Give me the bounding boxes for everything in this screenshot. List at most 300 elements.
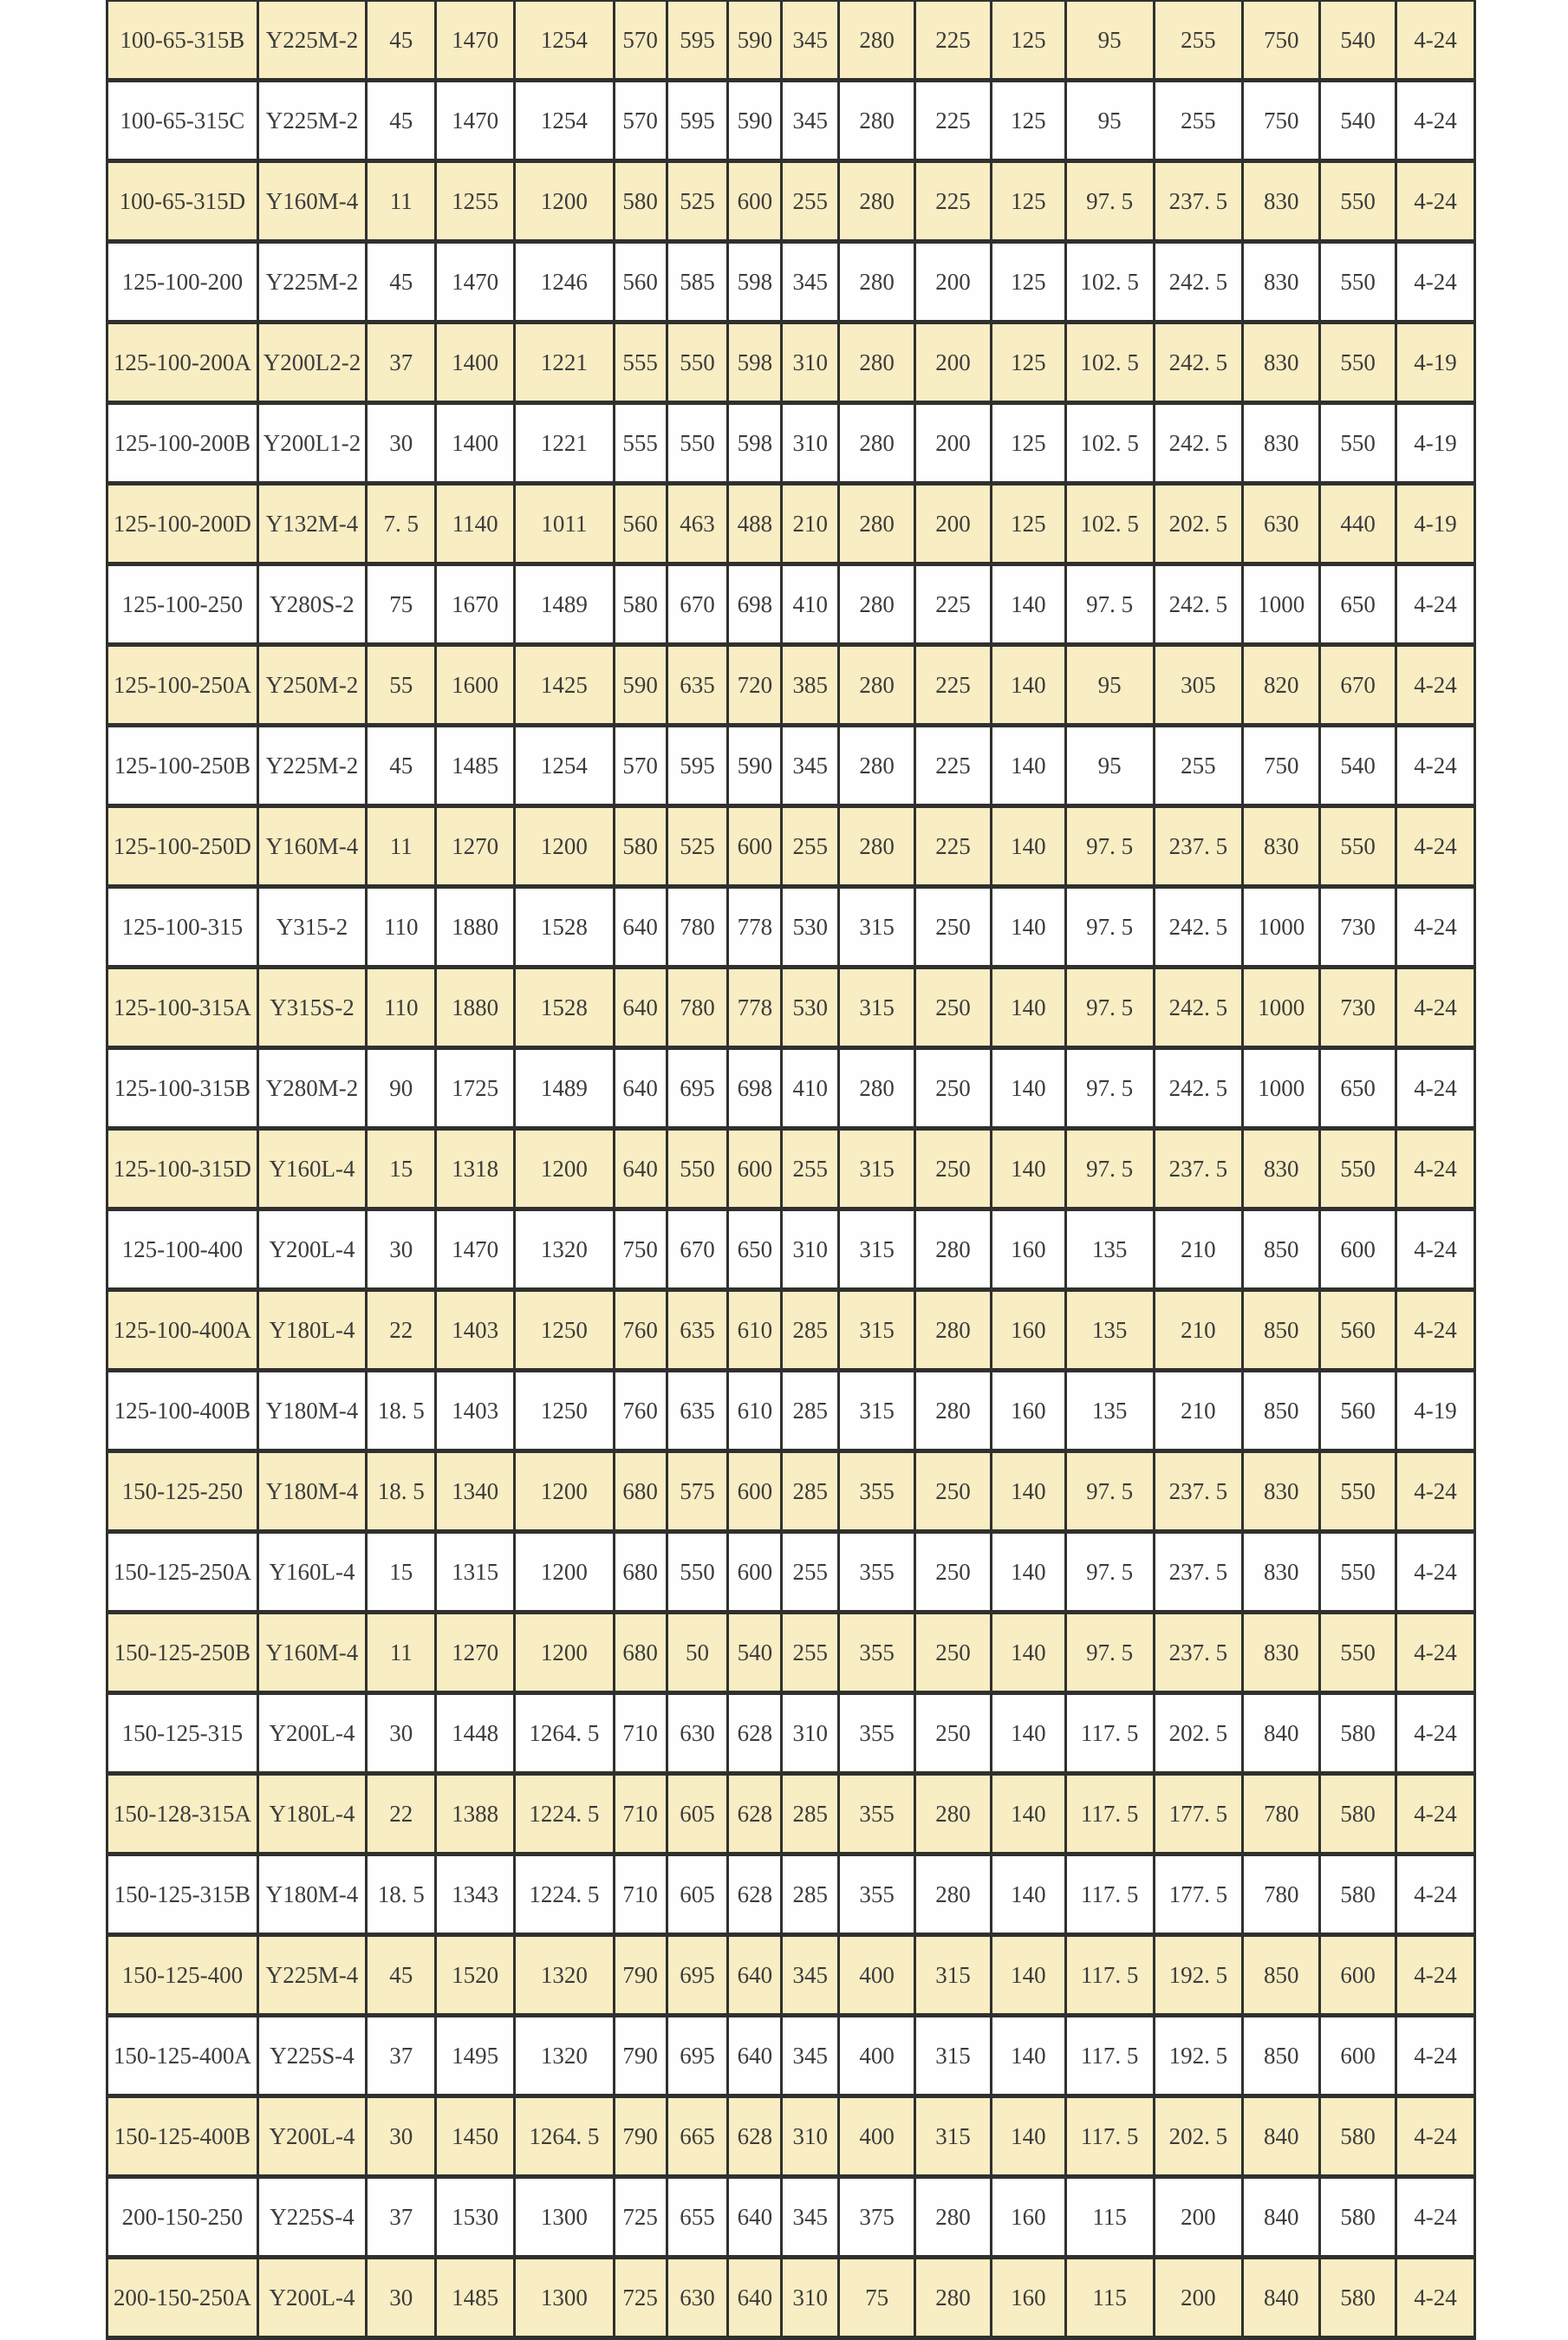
cell: 250 <box>915 1532 992 1613</box>
cell: 1270 <box>436 806 515 887</box>
cell: 550 <box>667 1129 728 1209</box>
cell: 4-24 <box>1396 0 1475 81</box>
cell: 280 <box>915 1854 992 1935</box>
cell: 1340 <box>436 1451 515 1532</box>
cell: 1388 <box>436 1774 515 1854</box>
table-row <box>107 1451 1475 1532</box>
cell: 45 <box>367 81 436 161</box>
cell: 1200 <box>515 1613 615 1693</box>
cell: 202. 5 <box>1154 1693 1243 1774</box>
cell: 1315 <box>436 1532 515 1613</box>
cell: 280 <box>915 1371 992 1451</box>
cell: Y280M-2 <box>257 1048 367 1129</box>
cell: 550 <box>1320 403 1396 484</box>
cell: 4-24 <box>1396 1532 1475 1613</box>
cell: 1000 <box>1243 968 1320 1048</box>
cell: 555 <box>614 403 667 484</box>
cell: 4-24 <box>1396 1451 1475 1532</box>
cell: 710 <box>614 1693 667 1774</box>
cell: 200 <box>1154 2258 1243 2338</box>
cell: 200-150-250A <box>107 2258 258 2338</box>
cell: 4-24 <box>1396 161 1475 242</box>
cell: 110 <box>367 968 436 1048</box>
cell: 150-125-400 <box>107 1935 258 2016</box>
cell: 117. 5 <box>1065 1854 1154 1935</box>
cell: 830 <box>1243 161 1320 242</box>
cell: Y180M-4 <box>257 1371 367 1451</box>
cell: 345 <box>782 242 839 323</box>
cell: 125 <box>991 484 1065 564</box>
table-row <box>107 161 1475 242</box>
cell: 250 <box>915 887 992 968</box>
cell: 410 <box>782 1048 839 1129</box>
cell: 177. 5 <box>1154 1854 1243 1935</box>
table-row <box>107 2016 1475 2096</box>
cell: 255 <box>1154 81 1243 161</box>
cell: 590 <box>728 726 782 806</box>
cell: 550 <box>1320 1613 1396 1693</box>
cell: 250 <box>915 968 992 1048</box>
cell: 730 <box>1320 887 1396 968</box>
cell: 200 <box>1154 2177 1243 2258</box>
cell: 140 <box>991 1854 1065 1935</box>
cell: 1250 <box>515 1371 615 1451</box>
cell: 97. 5 <box>1065 968 1154 1048</box>
cell: 830 <box>1243 1532 1320 1613</box>
table-row <box>107 0 1475 81</box>
cell: 140 <box>991 645 1065 726</box>
cell: 237. 5 <box>1154 1532 1243 1613</box>
cell: 255 <box>782 161 839 242</box>
cell: 1470 <box>436 1209 515 1290</box>
cell: 200 <box>915 403 992 484</box>
cell: 45 <box>367 726 436 806</box>
cell: 315 <box>915 1935 992 2016</box>
cell: 463 <box>667 484 728 564</box>
cell: 840 <box>1243 2258 1320 2338</box>
cell: 4-24 <box>1396 564 1475 645</box>
cell: 100-65-315D <box>107 161 258 242</box>
cell: 125-100-250A <box>107 645 258 726</box>
cell: 280 <box>839 242 915 323</box>
cell: 140 <box>991 726 1065 806</box>
cell: 95 <box>1065 81 1154 161</box>
cell: 778 <box>728 968 782 1048</box>
cell: 242. 5 <box>1154 403 1243 484</box>
cell: 140 <box>991 806 1065 887</box>
cell: 580 <box>1320 1854 1396 1935</box>
cell: 45 <box>367 242 436 323</box>
cell: 280 <box>839 1048 915 1129</box>
cell: 280 <box>839 81 915 161</box>
cell: 97. 5 <box>1065 1048 1154 1129</box>
cell: Y225M-2 <box>257 0 367 81</box>
cell: 598 <box>728 403 782 484</box>
cell: 635 <box>667 1371 728 1451</box>
cell: 30 <box>367 2258 436 2338</box>
cell: 1320 <box>515 1935 615 2016</box>
cell: 102. 5 <box>1065 323 1154 403</box>
cell: 1224. 5 <box>515 1774 615 1854</box>
cell: 1318 <box>436 1129 515 1209</box>
cell: 280 <box>839 645 915 726</box>
cell: 580 <box>1320 1774 1396 1854</box>
cell: 610 <box>728 1371 782 1451</box>
cell: 125 <box>991 81 1065 161</box>
cell: 18. 5 <box>367 1451 436 1532</box>
cell: 125-100-315A <box>107 968 258 1048</box>
cell: 750 <box>1243 726 1320 806</box>
cell: 630 <box>667 1693 728 1774</box>
cell: 525 <box>667 806 728 887</box>
cell: 117. 5 <box>1065 2016 1154 2096</box>
cell: 22 <box>367 1774 436 1854</box>
cell: 355 <box>839 1854 915 1935</box>
cell: 315 <box>915 2016 992 2096</box>
cell: 725 <box>614 2177 667 2258</box>
cell: 850 <box>1243 1290 1320 1371</box>
cell: 345 <box>782 81 839 161</box>
cell: 595 <box>667 0 728 81</box>
cell: 4-24 <box>1396 1935 1475 2016</box>
cell: 100-65-315C <box>107 81 258 161</box>
cell: 780 <box>667 887 728 968</box>
cell: 225 <box>915 645 992 726</box>
cell: 598 <box>728 242 782 323</box>
cell: 1670 <box>436 564 515 645</box>
cell: Y160M-4 <box>257 806 367 887</box>
cell: Y160L-4 <box>257 1532 367 1613</box>
cell: 1221 <box>515 403 615 484</box>
cell: 840 <box>1243 2096 1320 2177</box>
cell: 710 <box>614 1774 667 1854</box>
cell: 1000 <box>1243 887 1320 968</box>
cell: 790 <box>614 2096 667 2177</box>
cell: 255 <box>782 806 839 887</box>
cell: 135 <box>1065 1290 1154 1371</box>
cell: 590 <box>728 0 782 81</box>
cell: 97. 5 <box>1065 161 1154 242</box>
cell: 97. 5 <box>1065 1532 1154 1613</box>
cell: 150-125-250A <box>107 1532 258 1613</box>
cell: 525 <box>667 161 728 242</box>
cell: 177. 5 <box>1154 1774 1243 1854</box>
cell: 385 <box>782 645 839 726</box>
cell: 830 <box>1243 242 1320 323</box>
cell: 595 <box>667 81 728 161</box>
cell: 117. 5 <box>1065 1774 1154 1854</box>
cell: 280 <box>839 161 915 242</box>
cell: 242. 5 <box>1154 323 1243 403</box>
cell: 570 <box>614 0 667 81</box>
cell: 280 <box>915 1209 992 1290</box>
cell: 488 <box>728 484 782 564</box>
cell: 1254 <box>515 0 615 81</box>
cell: Y225M-2 <box>257 726 367 806</box>
table-row <box>107 484 1475 564</box>
cell: 1255 <box>436 161 515 242</box>
cell: 605 <box>667 1854 728 1935</box>
cell: 560 <box>1320 1371 1396 1451</box>
cell: 97. 5 <box>1065 564 1154 645</box>
cell: 590 <box>614 645 667 726</box>
cell: 117. 5 <box>1065 1935 1154 2016</box>
cell: 670 <box>667 564 728 645</box>
cell: 102. 5 <box>1065 403 1154 484</box>
cell: 780 <box>1243 1854 1320 1935</box>
cell: Y315S-2 <box>257 968 367 1048</box>
cell: 125-100-200 <box>107 242 258 323</box>
table-row <box>107 726 1475 806</box>
cell: 135 <box>1065 1209 1154 1290</box>
cell: 242. 5 <box>1154 564 1243 645</box>
cell: 242. 5 <box>1154 242 1243 323</box>
cell: 37 <box>367 2016 436 2096</box>
table-row <box>107 323 1475 403</box>
cell: 117. 5 <box>1065 1693 1154 1774</box>
cell: 1530 <box>436 2177 515 2258</box>
cell: 640 <box>728 1935 782 2016</box>
table-body <box>107 0 1475 2338</box>
cell: 4-19 <box>1396 403 1475 484</box>
cell: 125 <box>991 323 1065 403</box>
cell: 4-24 <box>1396 2177 1475 2258</box>
cell: 97. 5 <box>1065 1613 1154 1693</box>
cell: 630 <box>1243 484 1320 564</box>
cell: 600 <box>728 1129 782 1209</box>
cell: 1528 <box>515 887 615 968</box>
cell: 125-100-400B <box>107 1371 258 1451</box>
cell: 4-19 <box>1396 323 1475 403</box>
cell: 255 <box>1154 726 1243 806</box>
cell: 4-24 <box>1396 1774 1475 1854</box>
cell: 310 <box>782 403 839 484</box>
cell: 400 <box>839 1935 915 2016</box>
cell: 4-24 <box>1396 1613 1475 1693</box>
cell: 1489 <box>515 1048 615 1129</box>
cell: 45 <box>367 1935 436 2016</box>
cell: 4-24 <box>1396 645 1475 726</box>
cell: 600 <box>1320 1209 1396 1290</box>
cell: 192. 5 <box>1154 2016 1243 2096</box>
table-row <box>107 242 1475 323</box>
cell: 840 <box>1243 2177 1320 2258</box>
cell: 102. 5 <box>1065 484 1154 564</box>
table-row <box>107 1371 1475 1451</box>
cell: 780 <box>667 968 728 1048</box>
cell: 315 <box>839 1371 915 1451</box>
cell: 345 <box>782 2177 839 2258</box>
table-row <box>107 806 1475 887</box>
cell: 1224. 5 <box>515 1854 615 1935</box>
cell: 117. 5 <box>1065 2096 1154 2177</box>
cell: 95 <box>1065 726 1154 806</box>
cell: 698 <box>728 564 782 645</box>
cell: Y200L-4 <box>257 2096 367 2177</box>
cell: 830 <box>1243 1129 1320 1209</box>
table-row <box>107 1613 1475 1693</box>
table-row <box>107 1048 1475 1129</box>
cell: 580 <box>1320 2258 1396 2338</box>
cell: 30 <box>367 1209 436 1290</box>
cell: 540 <box>1320 81 1396 161</box>
cell: 650 <box>728 1209 782 1290</box>
cell: 550 <box>1320 806 1396 887</box>
cell: 225 <box>915 81 992 161</box>
cell: Y160M-4 <box>257 161 367 242</box>
cell: 355 <box>839 1774 915 1854</box>
cell: 315 <box>839 1290 915 1371</box>
cell: 1200 <box>515 1532 615 1613</box>
cell: 1485 <box>436 726 515 806</box>
table-row <box>107 1774 1475 1854</box>
cell: 160 <box>991 2258 1065 2338</box>
cell: 400 <box>839 2096 915 2177</box>
cell: 200 <box>915 242 992 323</box>
cell: 310 <box>782 2258 839 2338</box>
cell: 280 <box>839 484 915 564</box>
cell: 760 <box>614 1290 667 1371</box>
cell: 250 <box>915 1613 992 1693</box>
cell: 850 <box>1243 1209 1320 1290</box>
cell: 1221 <box>515 323 615 403</box>
cell: 345 <box>782 1935 839 2016</box>
cell: 140 <box>991 2016 1065 2096</box>
cell: 1246 <box>515 242 615 323</box>
cell: 160 <box>991 2177 1065 2258</box>
cell: 30 <box>367 403 436 484</box>
cell: 1528 <box>515 968 615 1048</box>
cell: 4-24 <box>1396 81 1475 161</box>
cell: 830 <box>1243 1451 1320 1532</box>
cell: 310 <box>782 1209 839 1290</box>
cell: 95 <box>1065 0 1154 81</box>
cell: 4-24 <box>1396 726 1475 806</box>
cell: 242. 5 <box>1154 887 1243 968</box>
cell: 570 <box>614 726 667 806</box>
cell: 1300 <box>515 2177 615 2258</box>
cell: 540 <box>1320 0 1396 81</box>
cell: 550 <box>1320 1451 1396 1532</box>
cell: 1200 <box>515 806 615 887</box>
cell: Y250M-2 <box>257 645 367 726</box>
cell: 110 <box>367 887 436 968</box>
cell: 237. 5 <box>1154 1613 1243 1693</box>
cell: 695 <box>667 1935 728 2016</box>
cell: 680 <box>614 1451 667 1532</box>
cell: 150-125-400B <box>107 2096 258 2177</box>
cell: 1485 <box>436 2258 515 2338</box>
cell: 640 <box>728 2177 782 2258</box>
cell: 1000 <box>1243 564 1320 645</box>
cell: 1400 <box>436 403 515 484</box>
cell: 760 <box>614 1371 667 1451</box>
cell: 210 <box>1154 1290 1243 1371</box>
cell: 850 <box>1243 1935 1320 2016</box>
cell: 242. 5 <box>1154 1048 1243 1129</box>
cell: 1470 <box>436 81 515 161</box>
cell: 18. 5 <box>367 1371 436 1451</box>
cell: 850 <box>1243 2016 1320 2096</box>
cell: 140 <box>991 1451 1065 1532</box>
table-row <box>107 1209 1475 1290</box>
cell: 355 <box>839 1451 915 1532</box>
cell: 280 <box>839 323 915 403</box>
cell: 1200 <box>515 161 615 242</box>
cell: 160 <box>991 1209 1065 1290</box>
cell: 315 <box>839 1209 915 1290</box>
cell: 830 <box>1243 323 1320 403</box>
cell: 1448 <box>436 1693 515 1774</box>
cell: 4-24 <box>1396 2016 1475 2096</box>
cell: 315 <box>839 968 915 1048</box>
cell: 560 <box>1320 1290 1396 1371</box>
cell: 310 <box>782 323 839 403</box>
table-row <box>107 2177 1475 2258</box>
cell: 225 <box>915 564 992 645</box>
cell: 140 <box>991 1693 1065 1774</box>
cell: 250 <box>915 1693 992 1774</box>
cell: 280 <box>915 1774 992 1854</box>
cell: 730 <box>1320 968 1396 1048</box>
cell: Y200L-4 <box>257 1209 367 1290</box>
cell: 150-128-315A <box>107 1774 258 1854</box>
cell: 135 <box>1065 1371 1154 1451</box>
cell: 355 <box>839 1613 915 1693</box>
cell: 50 <box>667 1613 728 1693</box>
cell: 140 <box>991 1048 1065 1129</box>
cell: 125-100-400 <box>107 1209 258 1290</box>
cell: Y180L-4 <box>257 1774 367 1854</box>
cell: 820 <box>1243 645 1320 726</box>
cell: 355 <box>839 1693 915 1774</box>
cell: 650 <box>1320 564 1396 645</box>
cell: 1320 <box>515 2016 615 2096</box>
cell: 280 <box>915 2177 992 2258</box>
cell: 585 <box>667 242 728 323</box>
cell: 600 <box>1320 2016 1396 2096</box>
cell: 4-24 <box>1396 1693 1475 1774</box>
cell: Y200L1-2 <box>257 403 367 484</box>
cell: Y180M-4 <box>257 1854 367 1935</box>
cell: 225 <box>915 0 992 81</box>
cell: 125 <box>991 242 1065 323</box>
cell: Y200L-4 <box>257 2258 367 2338</box>
cell: Y225M-2 <box>257 81 367 161</box>
cell: 45 <box>367 0 436 81</box>
cell: 1403 <box>436 1371 515 1451</box>
cell: Y160L-4 <box>257 1129 367 1209</box>
cell: 4-24 <box>1396 1129 1475 1209</box>
cell: Y225S-4 <box>257 2177 367 2258</box>
cell: 4-24 <box>1396 1854 1475 1935</box>
cell: 1470 <box>436 0 515 81</box>
cell: 305 <box>1154 645 1243 726</box>
cell: 285 <box>782 1290 839 1371</box>
cell: 280 <box>839 0 915 81</box>
cell: 1520 <box>436 1935 515 2016</box>
cell: 11 <box>367 806 436 887</box>
cell: 102. 5 <box>1065 242 1154 323</box>
cell: 280 <box>839 806 915 887</box>
cell: 345 <box>782 726 839 806</box>
cell: 310 <box>782 2096 839 2177</box>
table-row <box>107 403 1475 484</box>
cell: 628 <box>728 1854 782 1935</box>
table-row <box>107 1290 1475 1371</box>
cell: 210 <box>782 484 839 564</box>
cell: 1300 <box>515 2258 615 2338</box>
